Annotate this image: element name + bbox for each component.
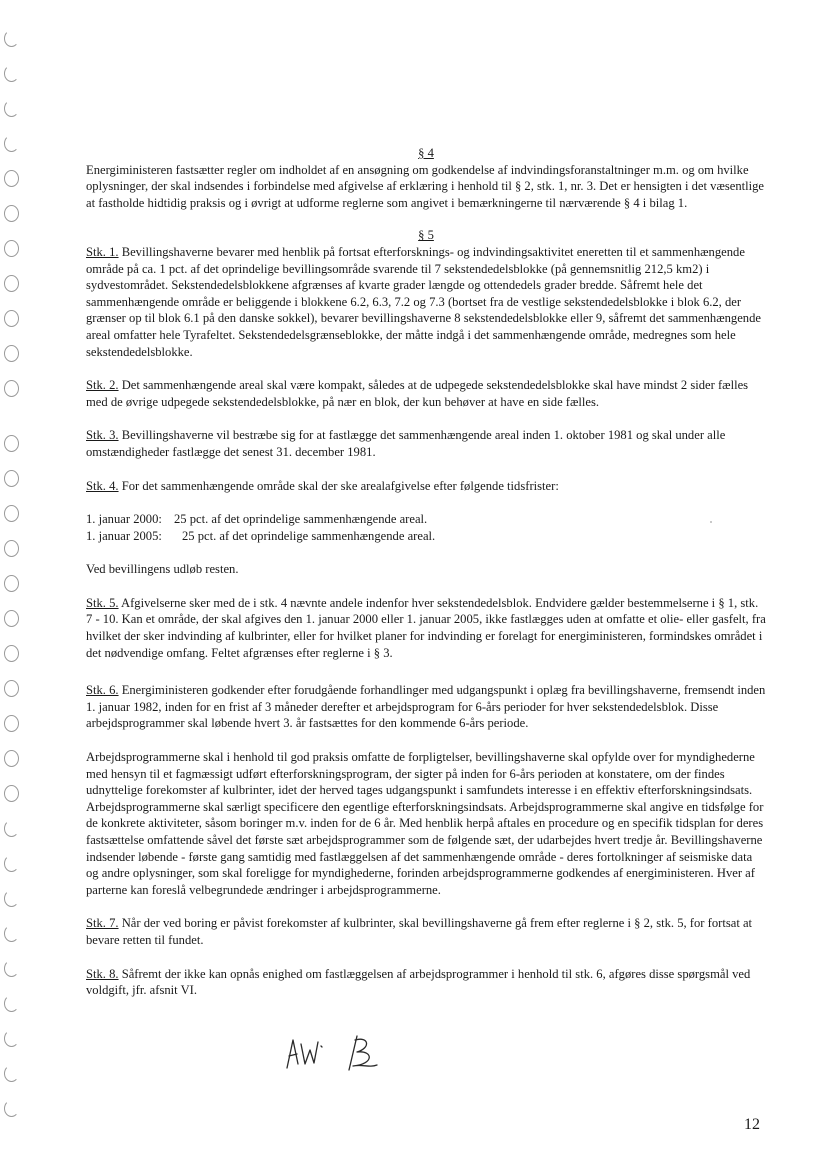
binder-hole	[4, 995, 19, 1012]
stk-6-continuation: Arbejdsprogrammerne skal i henhold til god praksis omfatte de forpligtelser, bevillingshaverne skal opfylde over for myndighederne med hensyn til et fagmæssigt udført efterforskningsprogram, der sigter på inden for 6-års perioden at konstatere, om der findes udnyttelige forekomster af kulbrinter, idet der herved tages udgangspunkt i samfundets interesse i en effektiv efterforskningsindsats. Arbejdsprogrammerne skal særligt specificere den egentlige efterforskningsindsats. Arbejdsprogrammerne skal angive en tidsfølge for de konkrete aktiviteter, såsom boringer m.v. inden for de 6 år. Med henblik herpå aftales en procedure og en specifik tidsplan for deres fastsættelse omfattende såvel det første sæt arbejdsprogrammer som de følgende sæt, der udarbejdes hvert tredje år. Bevillingshaverne indsender løbende - første gang samtidig med fastlæggelsen af det sammenhængende område - deres fortolkninger af seismiske data og andre oplysninger, som skal foreligge for myndighederne, forinden arbejdsprogrammerne godkendes af energiministeren. Hver af parterne kan foreslå velbegrundede ændringer i arbejdsprogrammerne.	[86, 750, 764, 897]
stk-8-text: Såfremt der ikke kan opnås enighed om fastlæggelsen af arbejdsprogrammer i henhold til stk. 6, afgøres disse spørgsmål ved voldgift, jfr. afsnit VI.	[86, 966, 751, 998]
document-body	[86, 145, 766, 999]
stk-6-label: Stk. 6.	[86, 683, 119, 698]
binder-hole	[4, 1065, 19, 1082]
binder-hole	[4, 680, 19, 697]
binder-hole	[4, 715, 19, 732]
binder-hole	[4, 380, 19, 397]
handwritten-initials	[283, 1030, 393, 1075]
schedule-row	[86, 511, 766, 528]
schedule-date: 1. januar 2000:	[86, 512, 162, 527]
binder-hole	[4, 890, 19, 907]
stk-1-label: Stk. 1.	[86, 244, 119, 259]
binder-hole	[4, 470, 19, 487]
binder-hole	[4, 575, 19, 592]
stk-4-paragraph	[86, 478, 766, 495]
stk-2-paragraph	[86, 377, 766, 410]
stk-5-label: Stk. 5.	[86, 595, 119, 610]
binder-hole	[4, 310, 19, 327]
binder-hole	[4, 820, 19, 837]
binder-hole	[4, 960, 19, 977]
stk-7-label: Stk. 7.	[86, 916, 119, 931]
binder-hole	[4, 170, 19, 187]
stk-7-paragraph	[86, 915, 766, 948]
stk-2-label: Stk. 2.	[86, 378, 119, 393]
stk-4-text: For det sammenhængende område skal der ske arealafgivelse efter følgende tidsfrister:	[118, 478, 559, 493]
stk-4-remainder: Ved bevillingens udløb resten.	[86, 562, 239, 577]
stk-2-text: Det sammenhængende areal skal være kompakt, således at de udpegede sekstendedelsblokke skal have mindst 2 sider fælles med de øvrige udpegede sekstendedelsblokke, på nær en blok, der kun behøver at have en side fælles.	[86, 378, 749, 409]
binder-hole	[4, 240, 19, 257]
section-5-heading: § 5	[418, 228, 434, 243]
binder-hole	[4, 750, 19, 767]
binder-hole	[4, 540, 19, 557]
binder-holes	[4, 30, 26, 1140]
initials-stroke	[301, 1042, 318, 1064]
binder-hole	[4, 205, 19, 222]
stk-1-text: Bevillingshaverne bevarer med henblik på fortsat efterforsknings- og indvindingsaktivitet eneretten til et sammenhængende område på ca. 1 pct. af det oprindelige bevillingsområde svarende til 7 sekstendedelsblokke (på gennemsnitlig 212,5 km2) i sydvestområdet. Sekstendedelsblokkene afgrænses af kvarte grader længde og ottendedels grader bredde. Såfremt hele det sammenhængende område er beliggende i blokkene 6.2, 6.3, 7.2 og 7.3 (bortset fra de vestlige sekstendedelsblokke i blok 6.2, der grænser op til blok 6.1 på den danske sokkel), bevarer bevillingshaverne 8 sekstendedelsblokke eller 9, såfremt det sammenhængende areal omfatter hele Tyrafeltet. Sekstendedelsgrænseblokke, der måtte indgå i det sammenhængende område, medregnes som hele sekstendedelsblokke.	[86, 244, 761, 359]
binder-hole	[4, 1030, 19, 1047]
binder-hole	[4, 855, 19, 872]
schedule-text: 25 pct. af det oprindelige sammenhængende areal.	[182, 528, 436, 543]
stk-3-text: Bevillingshaverne vil bestræbe sig for at fastlægge det sammenhængende areal inden 1. oktober 1981 og skal under alle omstændigheder fastlægge det senest 31. december 1981.	[86, 428, 726, 459]
stk-1-paragraph	[86, 244, 766, 360]
binder-hole	[4, 505, 19, 522]
initials-stroke	[287, 1040, 298, 1068]
initials-stroke	[349, 1036, 377, 1070]
binder-hole	[4, 645, 19, 662]
stk-8-label: Stk. 8.	[86, 966, 119, 981]
binder-hole	[4, 30, 19, 47]
binder-hole	[4, 435, 19, 452]
initials-stroke	[321, 1046, 322, 1047]
schedule-date: 1. januar 2005:	[86, 528, 162, 543]
stk-8-paragraph	[86, 966, 766, 999]
section-4-heading: § 4	[418, 146, 434, 160]
stk-5-paragraph	[86, 595, 766, 661]
binder-hole	[4, 100, 19, 117]
binder-hole	[4, 275, 19, 292]
binder-hole	[4, 135, 19, 152]
page-number: 12	[744, 1116, 760, 1133]
schedule-text: 25 pct. af det oprindelige sammenhængende areal.	[174, 512, 428, 527]
binder-hole	[4, 345, 19, 362]
binder-hole	[4, 65, 19, 82]
binder-hole	[4, 610, 19, 627]
stk-6-text: Energiministeren godkender efter forudgående forhandlinger med udgangspunkt i oplæg fra bevillingshaverne, fremsendt inden 1. januar 1982, inden for en frist af 3 måneder derefter et arbejdsprogram for 6-års perioder for hver sekstendedelsblok. Disse arbejdsprogrammer skal løbende hvert 3. år fastsættes for den kommende 6-års periode.	[86, 683, 766, 731]
stk-6-paragraph	[86, 682, 766, 732]
binder-hole	[4, 925, 19, 942]
section-4-text: Energiministeren fastsætter regler om indholdet af en ansøgning om godkendelse af indvindingsforanstaltninger m.m. og om hvilke oplysninger, der skal indsendes i forbindelse med afgivelse af erklæring i henhold til § 2, stk. 1, nr. 3. Det er hensigten i det væsentlige at fastholde hidtidig praksis og i øvrigt at udforme reglerne som angivet i bemærkningerne til nærværende § 4 i bilag 1.	[86, 162, 765, 210]
stk-5-text: Afgivelserne sker med de i stk. 4 nævnte andele indenfor hver sekstendedelsblok. Endvidere gælder bestemmelserne i § 1, stk. 7 - 10. Kan et område, der skal afgives den 1. januar 2000 eller 1. januar 2005, ikke fastlægges uden at omfatte et olie- eller gasfelt, fra hvilket der sker indvinding af kulbrinter, eller for hvilket planer for indvinding er forelagt for energiministeren, formindskes området i det nødvendige omfang. Feltet afgrænses efter reglerne i § 3.	[86, 595, 766, 660]
binder-hole	[4, 785, 19, 802]
stk-4-label: Stk. 4.	[86, 478, 119, 493]
stk-7-text: Når der ved boring er påvist forekomster af kulbrinter, skal bevillingshaverne gå frem efter reglerne i § 2, stk. 5, for fortsat at bevare retten til fundet.	[86, 916, 753, 947]
stk-3-paragraph	[86, 427, 766, 460]
binder-hole	[4, 1100, 19, 1117]
schedule-row	[86, 528, 766, 545]
stk-3-label: Stk. 3.	[86, 428, 119, 443]
